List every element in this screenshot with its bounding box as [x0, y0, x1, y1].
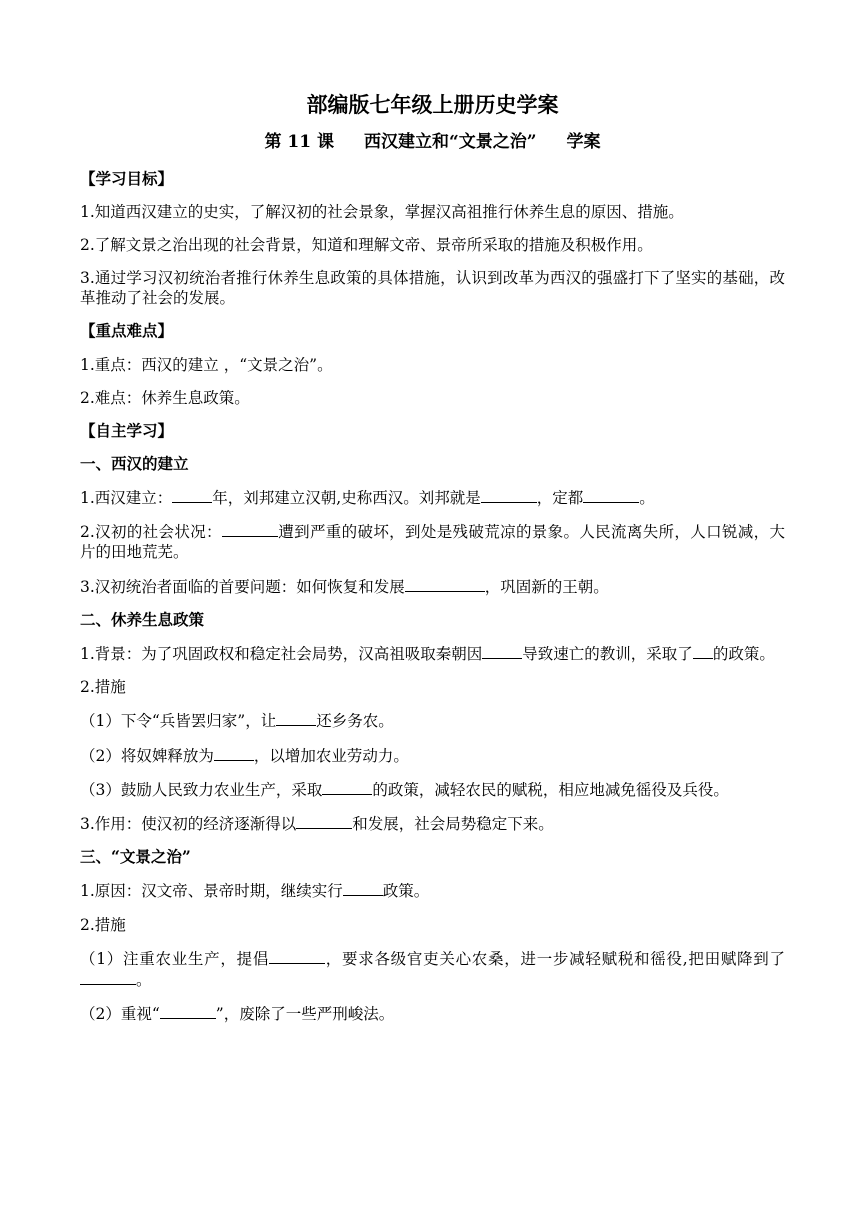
part3-line1 — [80, 874, 785, 908]
fill-blank[interactable] — [583, 487, 639, 503]
part3-heading: 三、“文景之治” — [80, 847, 191, 867]
text-segment: （2）将奴婢释放为 — [80, 746, 214, 765]
text-segment: 。 — [639, 489, 655, 508]
text-segment: （1）注重农业生产，提倡 — [80, 949, 270, 968]
part2-line2: 2.措施 — [80, 678, 126, 697]
text-segment: 。 — [136, 970, 152, 989]
fill-blank[interactable] — [80, 969, 136, 985]
part2-line5 — [80, 772, 785, 806]
goal-item: 3.通过学习汉初统治者推行休养生息政策的具体措施，认识到改革为西汉的强盛打下了坚实的基础，改革推动了社会的发展。 — [80, 269, 785, 308]
text-segment: （3）鼓励人民致力农业生产，采取 — [80, 780, 323, 799]
text-segment: ，巩固新的王朝。 — [484, 577, 609, 596]
part3-line4 — [80, 996, 785, 1030]
text-segment: 1.背景：为了巩固政权和稳定社会局势，汉高祖吸取秦朝因 — [80, 645, 483, 664]
text-segment: 的政策，减轻农民的赋税，相应地减免徭役及兵役。 — [372, 780, 729, 799]
text-segment: 1.西汉建立： — [80, 489, 173, 508]
fill-blank[interactable] — [693, 643, 713, 659]
part3-line2: 2.措施 — [80, 915, 126, 934]
text-segment: （2）重视“ — [80, 1004, 160, 1023]
fill-blank[interactable] — [322, 779, 372, 795]
part2-heading: 二、休养生息政策 — [80, 609, 205, 629]
document-title: 部编版七年级上册历史学案 — [306, 92, 559, 117]
lesson-suffix: 学案 — [566, 132, 601, 152]
part3-line3 — [80, 941, 785, 996]
fill-blank[interactable] — [214, 745, 254, 761]
goal-item: 2.了解文景之治出现的社会背景，知道和理解文帝、景帝所采取的措施及积极作用。 — [80, 235, 653, 254]
text-segment: ，以增加农业劳动力。 — [253, 746, 409, 765]
fill-blank[interactable] — [172, 487, 212, 503]
text-segment: 还乡务农。 — [316, 712, 394, 731]
part1-line2 — [80, 515, 785, 569]
fill-blank[interactable] — [269, 948, 325, 964]
goals-heading: 【学习目标】 — [80, 168, 174, 188]
text-segment: 年，刘邦建立汉朝,史称西汉。刘邦就是 — [212, 489, 481, 508]
fill-blank[interactable] — [296, 813, 352, 829]
lesson-topic: 西汉建立和“文景之治” — [363, 132, 537, 152]
text-segment: ，要求各级官吏关心农桑，进一步减轻赋税和徭役,把田赋降到了 — [325, 949, 785, 968]
lesson-number: 第 11 课 — [264, 132, 334, 152]
worksheet-page — [80, 88, 785, 1031]
fill-blank[interactable] — [405, 576, 485, 592]
fill-blank[interactable] — [222, 521, 278, 537]
part2-line6 — [80, 806, 785, 840]
key-points-heading: 【重点难点】 — [80, 321, 174, 341]
part1-line3 — [80, 569, 785, 603]
part2-line3 — [80, 704, 785, 738]
part1-line1 — [80, 481, 785, 515]
text-segment: 3.作用：使汉初的经济逐渐得以 — [80, 814, 297, 833]
text-segment: 1.原因：汉文帝、景帝时期，继续实行 — [80, 882, 343, 901]
goal-item: 1.知道西汉建立的史实，了解汉初的社会景象，掌握汉高祖推行休养生息的原因、措施。 — [80, 202, 684, 221]
lesson-subtitle — [80, 122, 785, 162]
text-segment: 和发展，社会局势稳定下来。 — [352, 814, 554, 833]
text-segment: 政策。 — [382, 882, 430, 901]
fill-blank[interactable] — [276, 710, 316, 726]
text-segment: 的政策。 — [712, 645, 775, 664]
part2-line1 — [80, 636, 785, 670]
text-segment: 3.汉初统治者面临的首要问题：如何恢复和发展 — [80, 577, 405, 596]
fill-blank[interactable] — [482, 643, 522, 659]
key-point-item: 2.难点：休养生息政策。 — [80, 388, 250, 407]
fill-blank[interactable] — [343, 880, 383, 896]
text-segment: 导致速亡的教训，采取了 — [522, 645, 693, 664]
part2-line4 — [80, 738, 785, 772]
text-segment: ”，废除了一些严刑峻法。 — [215, 1004, 395, 1023]
fill-blank[interactable] — [481, 487, 537, 503]
self-study-heading: 【自主学习】 — [80, 420, 174, 440]
text-segment: ，定都 — [536, 489, 584, 508]
key-point-item: 1.重点：西汉的建立 ，“文景之治”。 — [80, 355, 333, 374]
part1-heading: 一、西汉的建立 — [80, 454, 189, 474]
fill-blank[interactable] — [160, 1003, 216, 1019]
text-segment: 2.汉初的社会状况： — [80, 523, 222, 542]
text-segment: （1）下令“兵皆罢归家”，让 — [80, 712, 277, 731]
text-segment: 遭到严重的破坏，到处是残破荒凉的景象。人民流离失所，人口锐减，大片的田地荒芜。 — [80, 523, 785, 562]
